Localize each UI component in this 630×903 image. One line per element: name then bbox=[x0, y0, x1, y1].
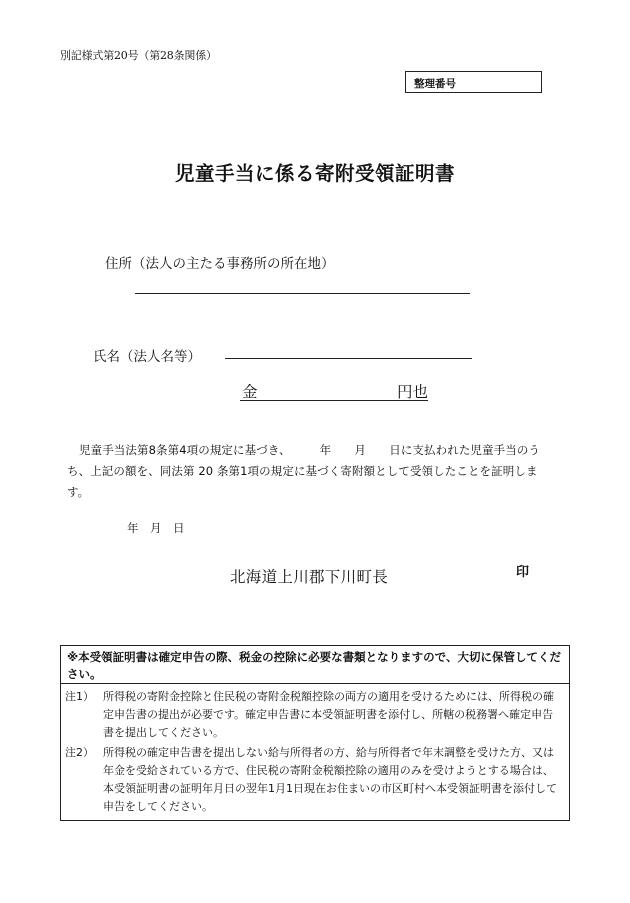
issue-date: 年 月 日 bbox=[127, 521, 185, 535]
certification-text: 児童手当法第8条第4項の規定に基づき、 年 月 日に支払われた児童手当のうち、上記の額を、同法第 20 条第1項の規定に基づく寄附額として受領したことを証明します。 bbox=[67, 443, 541, 499]
notice-box bbox=[60, 645, 570, 821]
amount-field[interactable] bbox=[240, 380, 428, 401]
document-title: 児童手当に係る寄附受領証明書 bbox=[174, 162, 455, 185]
reference-number-label: 整理番号 bbox=[414, 78, 456, 90]
form-number: 別記様式第20号（第28条関係） bbox=[60, 49, 217, 62]
note-text: 所得税の寄附金控除と住民税の寄附金税額控除の両方の適用を受けるためには、所得税の確定申告書の提出が必要です。確定申告書に本受領証明書を添付し、所轄の税務署へ確定申告書を提出してください。 bbox=[103, 690, 554, 739]
issuer-name: 北海道上川郡下川町長 bbox=[230, 568, 389, 586]
note-item bbox=[65, 688, 563, 742]
reference-number-box bbox=[405, 71, 542, 93]
note-text: 所得税の確定申告書を提出しない給与所得者の方、給与所得者で年末調整を受けた方、又は年金を受給されている方で、住民税の寄附金税額控除の適用のみを受けようとする場合は、本受領証明書の証明年月日の翌年1月1日現在お住まいの市区町村へ本受領証明書を添付して申告をしてください。 bbox=[103, 746, 557, 813]
notice-heading: ※本受領証明書は確定申告の際、税金の控除に必要な書類となりますので、大切に保管してください。 bbox=[61, 646, 569, 684]
name-label: 氏名（法人名等） bbox=[93, 349, 201, 365]
address-label: 住所（法人の主たる事務所の所在地） bbox=[105, 256, 335, 272]
seal-mark: 印 bbox=[515, 565, 529, 580]
note-item bbox=[65, 744, 563, 816]
amount-prefix: 金 bbox=[242, 383, 258, 401]
amount-suffix: 円也 bbox=[396, 383, 428, 401]
note-tag: 注2） bbox=[65, 746, 94, 759]
note-tag: 注1） bbox=[65, 690, 94, 703]
address-field-line[interactable] bbox=[135, 293, 470, 294]
name-field-line[interactable] bbox=[225, 358, 472, 359]
